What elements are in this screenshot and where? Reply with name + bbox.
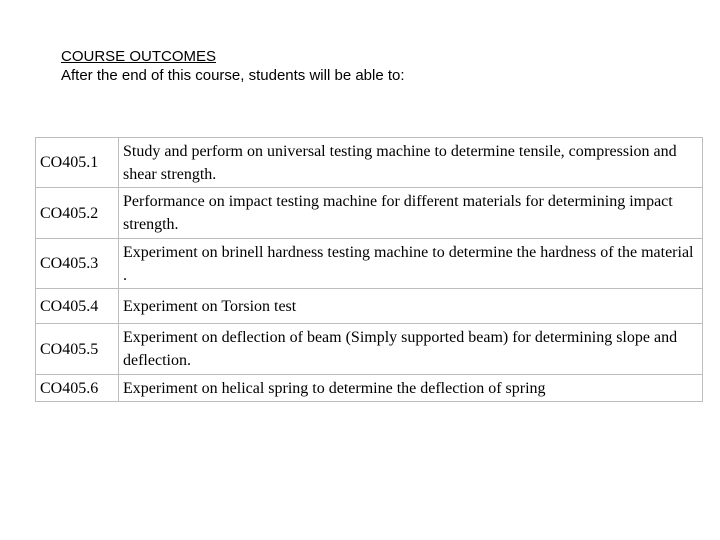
page-subtitle: After the end of this course, students will be able to: [61,67,405,84]
outcome-code: CO405.5 [36,324,119,375]
outcome-description: Performance on impact testing machine for different materials for determining impact strength. [119,188,703,239]
table-row [36,375,703,402]
outcome-code: CO405.3 [36,239,119,289]
outcome-code: CO405.4 [36,289,119,324]
page-title: COURSE OUTCOMES [61,48,217,65]
outcome-description: Experiment on Torsion test [119,289,703,324]
outcomes-table [35,137,703,402]
outcome-description: Experiment on deflection of beam (Simply supported beam) for determining slope and deflection. [119,324,703,375]
outcome-description: Experiment on helical spring to determine the deflection of spring [119,375,703,402]
table-row [36,138,703,188]
table-row [36,188,703,239]
outcome-code: CO405.1 [36,138,119,188]
heading [61,47,405,85]
table-row [36,289,703,324]
outcome-code: CO405.2 [36,188,119,239]
outcome-description: Experiment on brinell hardness testing machine to determine the hardness of the material . [119,239,703,289]
outcome-description: Study and perform on universal testing machine to determine tensile, compression and shear strength. [119,138,703,188]
outcome-code: CO405.6 [36,375,119,402]
table-row [36,324,703,375]
table-row [36,239,703,289]
